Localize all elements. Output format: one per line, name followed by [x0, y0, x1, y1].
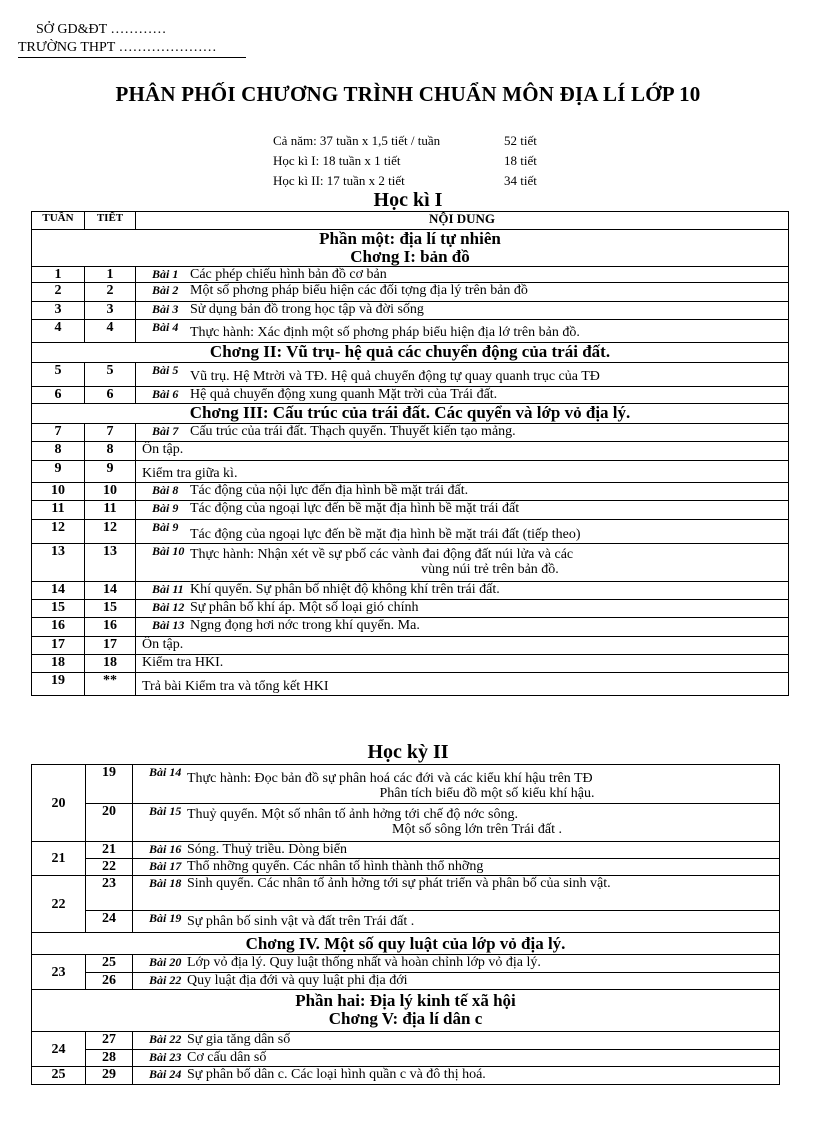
table-row — [32, 461, 789, 483]
lesson-label: Bài 5 — [152, 363, 179, 377]
section-row — [32, 343, 789, 363]
period-cell: 21 — [86, 842, 133, 859]
period-cell: 5 — [85, 363, 136, 387]
content-cell — [133, 859, 780, 876]
section-row — [32, 933, 780, 955]
content-cell — [136, 424, 789, 442]
lesson-title: Sự phân bố dân c. Các loại hình quần c và đô thị hoá. — [187, 1067, 486, 1082]
week-cell: 24 — [32, 1032, 86, 1067]
lesson-label: Bài 19 — [149, 911, 182, 925]
lesson-label: Bài 12 — [152, 600, 185, 614]
lesson-label: Bài 2 — [152, 283, 179, 297]
content-cell — [133, 1032, 780, 1050]
lesson-title: Tác động của ngoại lực đến bề mặt địa hình bề mặt trái đất — [190, 501, 520, 516]
summary-label: Học kì I: 18 tuần x 1 tiết — [273, 153, 401, 168]
content-cell — [136, 302, 789, 320]
lesson-label: Bài 22 — [149, 1032, 182, 1046]
week-cell: 21 — [32, 842, 86, 876]
week-cell: 12 — [32, 520, 85, 544]
content-cell — [136, 582, 789, 600]
lesson-title: Cơ cấu dân số — [187, 1050, 267, 1065]
period-cell: 14 — [85, 582, 136, 600]
table-row — [32, 859, 780, 876]
content-cell — [136, 655, 789, 673]
school-label: TRƯỜNG THPT ………………… — [18, 40, 246, 58]
lesson-label: Bài 6 — [152, 387, 179, 401]
lesson-label: Bài 9 — [152, 501, 179, 515]
content-cell — [136, 520, 789, 544]
period-cell: 10 — [85, 483, 136, 501]
table-row — [32, 842, 780, 859]
week-cell: 18 — [32, 655, 85, 673]
summary-label: Học kì II: 17 tuần x 2 tiết — [273, 173, 405, 188]
period-cell: 7 — [85, 424, 136, 442]
week-cell: 1 — [32, 267, 85, 283]
lesson-title-block — [190, 544, 730, 577]
content-cell — [136, 320, 789, 343]
week-cell: 10 — [32, 483, 85, 501]
table-row — [32, 955, 780, 973]
table-row — [32, 1032, 780, 1050]
lesson-label: Bài 4 — [152, 320, 179, 334]
period-cell: 22 — [86, 859, 133, 876]
chapter-title: Chơng II: Vũ trụ- hệ quả các chuyển động của trái đất. — [32, 343, 789, 363]
lesson-label: Bài 3 — [152, 302, 179, 316]
week-cell: 20 — [32, 765, 86, 842]
column-header-period: TIẾT — [85, 212, 136, 230]
lesson-title: Thực hành: Xác định một số phơng pháp biểu hiện địa lớ trên bản đồ. — [190, 325, 580, 340]
period-cell: 18 — [85, 655, 136, 673]
lesson-label: Bài 9 — [152, 520, 179, 534]
content-cell — [133, 1067, 780, 1085]
content-cell — [136, 673, 789, 696]
week-cell: 3 — [32, 302, 85, 320]
content-cell — [136, 363, 789, 387]
lesson-title: Thuỷ quyển. Một số nhân tố ảnh hởng tới chế độ nớc sông. — [187, 807, 518, 822]
lesson-title: Tác động của ngoại lực đến bề mặt địa hình bề mặt trái đất (tiếp theo) — [190, 527, 581, 542]
content-cell — [136, 544, 789, 582]
lesson-title-block — [187, 765, 727, 801]
lesson-label: Bài 24 — [149, 1067, 182, 1081]
table-row — [32, 1050, 780, 1067]
lesson-label: Bài 18 — [149, 876, 182, 890]
summary-value: 34 tiết — [504, 173, 537, 188]
lesson-title: Sinh quyển. Các nhân tố ảnh hởng tới sự phát triển và phân bố của sinh vật. — [187, 876, 611, 891]
week-cell: 22 — [32, 876, 86, 933]
content-cell — [133, 842, 780, 859]
lesson-title: Sự phân bố sinh vật và đất trên Trái đất . — [187, 914, 415, 929]
period-cell: 20 — [86, 804, 133, 842]
lesson-title-continuation: Phân tích biểu đồ một số kiểu khí hậu. — [379, 786, 595, 801]
lesson-title: Kiểm tra HKI. — [142, 655, 224, 670]
period-cell: 17 — [85, 637, 136, 655]
period-cell: 11 — [85, 501, 136, 520]
lesson-title: Vũ trụ. Hệ Mtrời và TĐ. Hệ quả chuyển động tự quay quanh trục của TĐ — [190, 369, 600, 384]
lesson-label: Bài 1 — [152, 267, 179, 281]
week-cell: 25 — [32, 1067, 86, 1085]
week-cell: 11 — [32, 501, 85, 520]
lesson-label: Bài 16 — [149, 842, 182, 856]
table-row — [32, 637, 789, 655]
lesson-title: Sóng. Thuỷ triều. Dòng biển — [187, 842, 347, 857]
week-cell: 4 — [32, 320, 85, 343]
column-header-content: NỘI DUNG — [136, 212, 789, 230]
period-cell: 19 — [86, 765, 133, 804]
week-cell: 7 — [32, 424, 85, 442]
table-row — [32, 320, 789, 343]
period-cell: 23 — [86, 876, 133, 911]
period-cell: 9 — [85, 461, 136, 483]
department-label: SỞ GD&ĐT ………… — [36, 22, 167, 37]
period-cell: 3 — [85, 302, 136, 320]
semester2-table — [31, 764, 780, 1085]
lesson-label: Bài 14 — [149, 765, 182, 779]
table-row — [32, 655, 789, 673]
content-cell — [136, 387, 789, 404]
part-title: Phần hai: Địa lý kinh tế xã hội — [295, 991, 516, 1010]
table-row — [32, 911, 780, 933]
table-row — [32, 424, 789, 442]
table-row — [32, 765, 780, 804]
lesson-label: Bài 13 — [152, 618, 185, 632]
lesson-title: Ôn tập. — [142, 442, 184, 457]
period-cell: 2 — [85, 283, 136, 302]
part-heading — [32, 230, 789, 267]
period-cell: 25 — [86, 955, 133, 973]
lesson-title: Tác động của nội lực đến địa hình bề mặt trái đất. — [190, 483, 469, 498]
content-cell — [136, 461, 789, 483]
summary-value: 52 tiết — [504, 133, 537, 148]
content-cell — [136, 501, 789, 520]
period-cell: 4 — [85, 320, 136, 343]
week-cell: 23 — [32, 955, 86, 990]
lesson-label: Bài 22 — [149, 973, 182, 987]
table-row — [32, 1067, 780, 1085]
period-cell: 13 — [85, 544, 136, 582]
section-row — [32, 990, 780, 1032]
period-cell: 26 — [86, 973, 133, 990]
lesson-title: Thực hành: Nhận xét về sự pbố các vành đai động đất núi lửa và các — [190, 547, 574, 562]
chapter-title: Chơng IV. Một số quy luật của lớp vỏ địa lý. — [32, 933, 780, 955]
part-title: Phần một: địa lí tự nhiên — [319, 229, 501, 248]
period-cell: 1 — [85, 267, 136, 283]
table-row — [32, 520, 789, 544]
week-cell: 14 — [32, 582, 85, 600]
week-cell: 5 — [32, 363, 85, 387]
part-heading — [32, 990, 780, 1032]
period-cell: 6 — [85, 387, 136, 404]
week-cell: 16 — [32, 618, 85, 637]
lesson-title: Một số phơng pháp biểu hiện các đối tợng địa lý trên bản đồ — [190, 283, 528, 298]
period-cell: 15 — [85, 600, 136, 618]
week-cell: 17 — [32, 637, 85, 655]
content-cell — [136, 267, 789, 283]
lesson-title: Sự phân bố khí áp. Một số loại gió chính — [190, 600, 419, 615]
lesson-title: Sử dụng bản đồ trong học tập và đời sống — [190, 302, 424, 317]
summary-label: Cả năm: 37 tuần x 1,5 tiết / tuần — [273, 133, 441, 148]
lesson-label: Bài 7 — [152, 424, 179, 438]
table-row — [32, 582, 789, 600]
content-cell — [133, 955, 780, 973]
lesson-title: Ôn tập. — [142, 637, 184, 652]
content-cell — [133, 1050, 780, 1067]
content-cell — [133, 804, 780, 842]
content-cell — [136, 618, 789, 637]
semester2-heading: Học kỳ II — [367, 741, 449, 763]
period-cell: 28 — [86, 1050, 133, 1067]
period-cell: 16 — [85, 618, 136, 637]
semester1-table — [31, 211, 789, 696]
table-row — [32, 442, 789, 461]
page-title: PHÂN PHỐI CHƯƠNG TRÌNH CHUẨN MÔN ĐỊA LÍ LỚP 10 — [115, 82, 701, 106]
lesson-label: Bài 8 — [152, 483, 179, 497]
lesson-title: Lớp vỏ địa lý. Quy luật thống nhất và hoàn chỉnh lớp vỏ địa lý. — [187, 955, 541, 970]
period-cell: ** — [85, 673, 136, 696]
table-row — [32, 363, 789, 387]
table-row — [32, 302, 789, 320]
table-row — [32, 618, 789, 637]
lesson-label: Bài 10 — [152, 544, 185, 558]
week-cell: 8 — [32, 442, 85, 461]
table-row — [32, 544, 789, 582]
table-row — [32, 673, 789, 696]
lesson-title: Quy luật địa đới và quy luật phi địa đới — [187, 973, 408, 988]
lesson-title: Ngng đọng hơi nớc trong khí quyển. Ma. — [190, 618, 420, 633]
table-row — [32, 501, 789, 520]
table-row — [32, 387, 789, 404]
lesson-label: Bài 23 — [149, 1050, 182, 1064]
table-row — [32, 973, 780, 990]
week-cell: 13 — [32, 544, 85, 582]
chapter-title: Chơng I: bản đồ — [350, 247, 470, 266]
lesson-title: Trả bài Kiểm tra và tổng kết HKI — [142, 679, 329, 694]
lesson-title-block — [187, 804, 727, 837]
week-cell: 6 — [32, 387, 85, 404]
lesson-title-continuation: vùng núi trẻ trên bản đồ. — [421, 562, 559, 577]
table-header-row — [32, 212, 789, 230]
lesson-title-continuation: Một số sông lớn trên Trái đất . — [392, 822, 562, 837]
content-cell — [136, 442, 789, 461]
lesson-title: Các phép chiếu hình bản đồ cơ bản — [190, 267, 387, 282]
semester1-heading: Học kì I — [373, 189, 443, 211]
lesson-title: Kiểm tra giữa kì. — [142, 466, 238, 481]
lesson-label: Bài 20 — [149, 955, 182, 969]
table-row — [32, 600, 789, 618]
table-row — [32, 283, 789, 302]
content-cell — [133, 911, 780, 933]
week-cell: 2 — [32, 283, 85, 302]
content-cell — [136, 600, 789, 618]
lesson-title: Thổ nhỡng quyển. Các nhân tố hình thành thổ nhỡng — [187, 859, 484, 874]
content-cell — [133, 876, 780, 911]
section-row — [32, 230, 789, 267]
table-row — [32, 483, 789, 501]
period-cell: 29 — [86, 1067, 133, 1085]
summary-value: 18 tiết — [504, 153, 537, 168]
content-cell — [136, 483, 789, 501]
period-cell: 8 — [85, 442, 136, 461]
table-row — [32, 267, 789, 283]
week-cell: 9 — [32, 461, 85, 483]
week-cell: 19 — [32, 673, 85, 696]
column-header-week: TUẦN — [32, 212, 85, 230]
table-row — [32, 804, 780, 842]
content-cell — [136, 283, 789, 302]
content-cell — [133, 973, 780, 990]
period-cell: 27 — [86, 1032, 133, 1050]
lesson-title: Hệ quả chuyển động xung quanh Mặt trời của Trái đất. — [190, 387, 498, 402]
table-row — [32, 876, 780, 911]
lesson-label: Bài 11 — [152, 582, 184, 596]
chapter-title: Chơng V: địa lí dân c — [328, 1009, 483, 1028]
lesson-title: Cấu trúc của trái đất. Thạch quyển. Thuyết kiến tạo mảng. — [190, 424, 516, 439]
lesson-title: Khí quyển. Sự phân bố nhiệt độ không khí trên trái đất. — [190, 582, 500, 597]
period-cell: 24 — [86, 911, 133, 933]
period-cell: 12 — [85, 520, 136, 544]
section-row — [32, 404, 789, 424]
lesson-title: Thực hành: Đọc bản đồ sự phân hoá các đới và các kiểu khí hậu trên TĐ — [187, 771, 593, 786]
week-cell: 15 — [32, 600, 85, 618]
chapter-title: Chơng III: Cấu trúc của trái đất. Các quyển và lớp vỏ địa lý. — [32, 404, 789, 424]
lesson-label: Bài 17 — [149, 859, 182, 873]
lesson-label: Bài 15 — [149, 804, 182, 818]
lesson-title: Sự gia tăng dân số — [187, 1032, 291, 1047]
content-cell — [136, 637, 789, 655]
content-cell — [133, 765, 780, 804]
